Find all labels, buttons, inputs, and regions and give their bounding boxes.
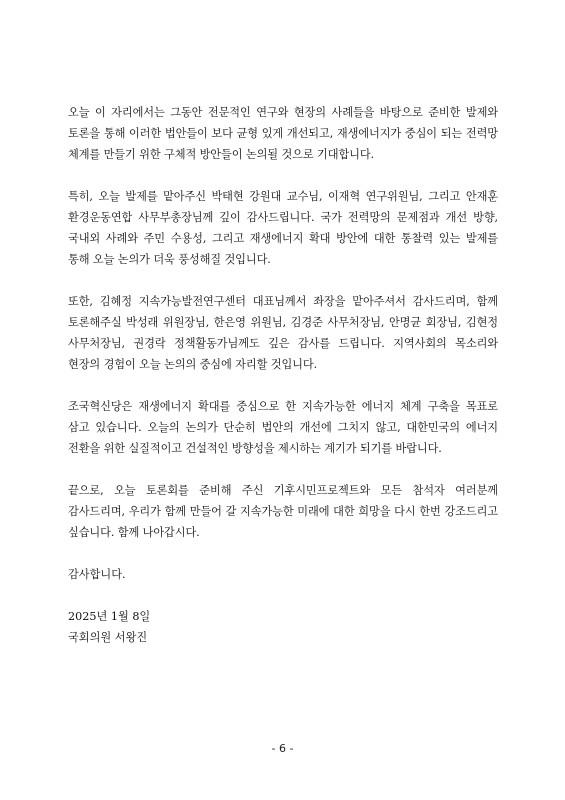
- paragraph-2: 특히, 오늘 발제를 맡아주신 박태현 강원대 교수님, 이재혁 연구위원님, 그리고 안재훈 환경운동연합 사무부총장님께 깊이 감사드립니다. 국가 전력망의 문제점과 개선 방향, 국내외 사례와 주민 수용성, 그리고 재생에너지 확대 방안에 대한 통찰력 있는 발제를 통해 오늘 논의가 더욱 풍성해질 것입니다.: [68, 190, 498, 266]
- paragraph-4: 조국혁신당은 재생에너지 확대를 중심으로 한 지속가능한 에너지 체계 구축을 목표로 삼고 있습니다. 오늘의 논의가 단순히 법안의 개선에 그치지 않고, 대한민국의 에너지 전환을 위한 실질적이고 건설적인 방향성을 제시하는 계기가 되기를 바랍니다.: [68, 400, 498, 455]
- paragraph-5: 끝으로, 오늘 토론회를 준비해 주신 기후시민프로젝트와 모든 참석자 여러분께 감사드리며, 우리가 함께 만들어 갈 지속가능한 미래에 대한 희망을 다시 한번 강조드리고 싶습니다. 함께 나아갑시다.: [68, 484, 498, 539]
- signature-name: 국회의원 서왕진: [68, 631, 148, 644]
- page-number: - 6 -: [271, 742, 294, 755]
- closing-remark: 감사합니다.: [68, 568, 126, 581]
- paragraph-1: 오늘 이 자리에서는 그동안 전문적인 연구와 현장의 사례들을 바탕으로 준비한 발제와 토론을 통해 이러한 법안들이 보다 균형 있게 개선되고, 재생에너지가 중심이 되는 전력망 체계를 만들기 위한 구체적 방안들이 논의될 것으로 기대합니다.: [68, 106, 498, 161]
- paragraph-3: 또한, 김혜정 지속가능발전연구센터 대표님께서 좌장을 맡아주셔서 감사드리며, 함께 토론해주실 박성래 위원장님, 한은영 위원님, 김경준 사무처장님, 안명균 회장님, 김현정 사무처장님, 권경락 정책활동가님께도 깊은 감사를 드립니다. 지역사회의 목소리와 현장의 경험이 오늘 논의의 중심에 자리할 것입니다.: [68, 295, 498, 371]
- signature-date: 2025년 1월 8일: [68, 610, 151, 623]
- document-body: [68, 102, 498, 648]
